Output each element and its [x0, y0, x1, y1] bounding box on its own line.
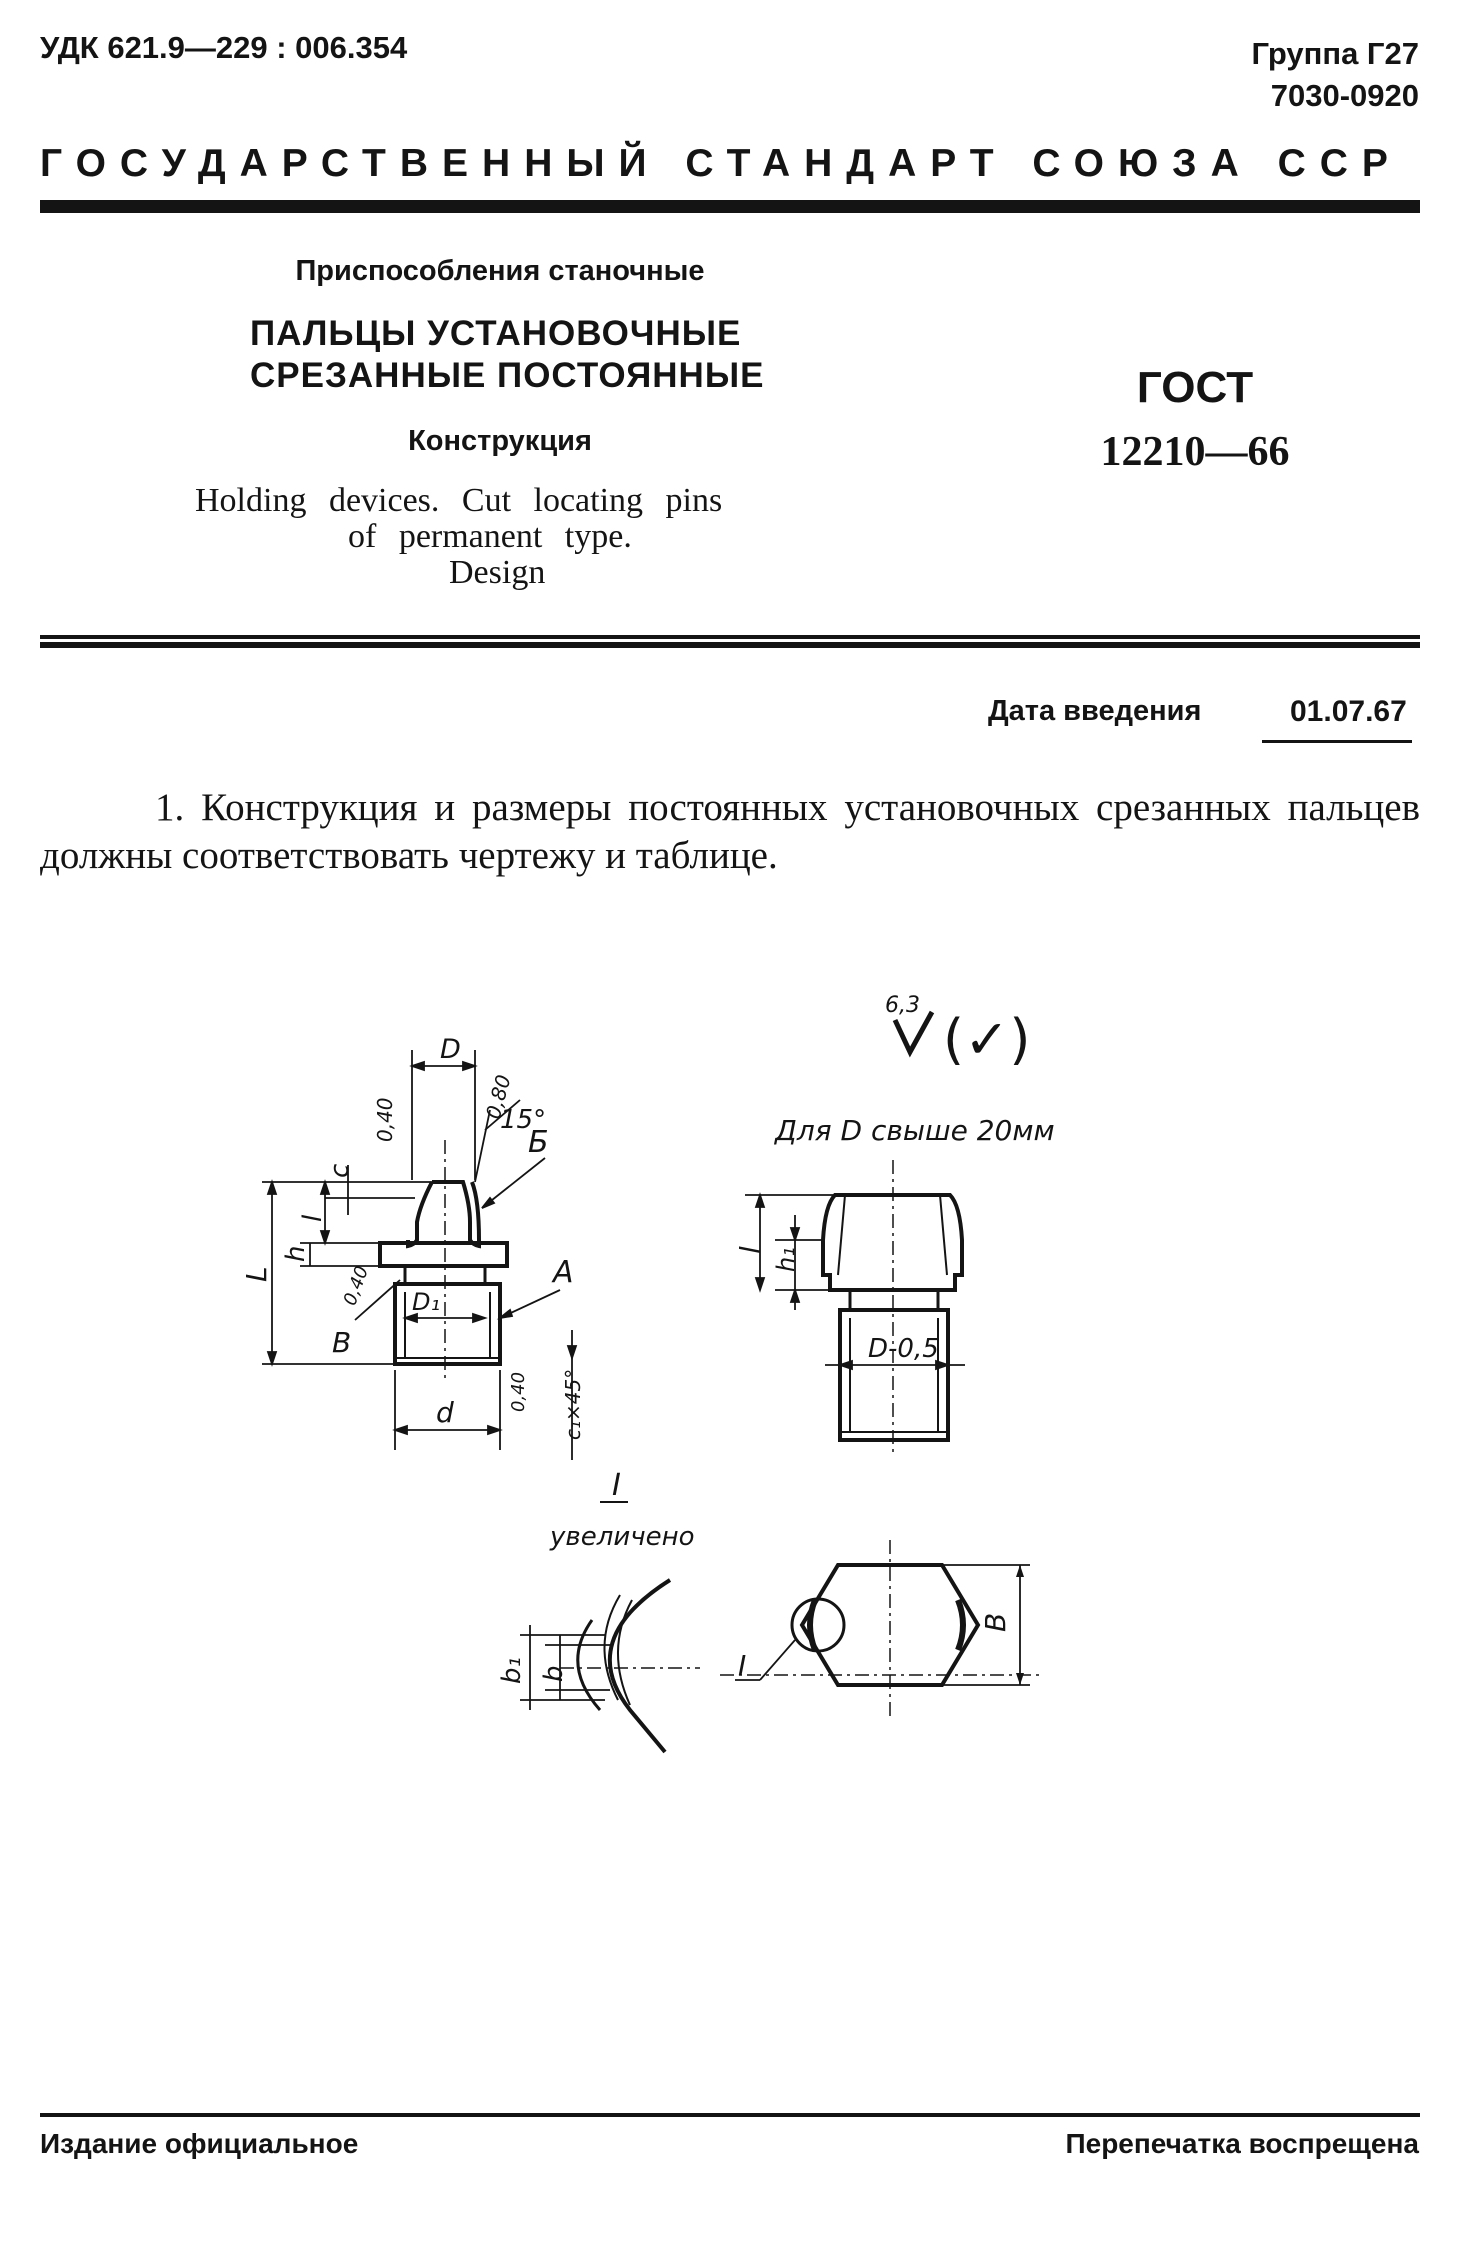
- dim-D-minus: D-0,5: [868, 1334, 939, 1364]
- category-title: Приспособления станочные: [295, 255, 705, 287]
- roughness-value: 6,3: [885, 993, 920, 1018]
- dim-chamfer: c₁×45°: [561, 1368, 585, 1440]
- dim-h1: h₁: [772, 1247, 800, 1272]
- label-V: В: [332, 1326, 352, 1359]
- footer-reprint: Перепечатка воспрещена: [1065, 2128, 1419, 2159]
- okp-code: 7030-0920: [1270, 78, 1419, 113]
- dim-D1: D₁: [412, 1288, 441, 1316]
- paragraph-1: 1. Конструкция и размеры постоянных установочных срезанных пальцев должны соответствовать чертежу и таблице.: [40, 786, 1420, 877]
- intro-date-label: Дата введения: [988, 695, 1202, 727]
- subtitle: Конструкция: [408, 425, 592, 457]
- title-line-1: ПАЛЬЦЫ УСТАНОВОЧНЫЕ: [250, 314, 742, 353]
- title-line-2: СРЕЗАННЫЕ ПОСТОЯННЫЕ: [250, 356, 765, 395]
- top-rule: [40, 200, 1420, 213]
- roughness-040-top: 0,40: [373, 1097, 397, 1142]
- gost-label: ГОСТ: [1136, 363, 1254, 412]
- large-pin-view: [823, 1160, 962, 1455]
- udk-code: УДК 621.9—229 : 006.354: [40, 30, 408, 65]
- gost-number: 12210—66: [1100, 429, 1290, 475]
- main-pin-view: [380, 1140, 507, 1380]
- dim-b: b: [539, 1665, 569, 1682]
- note-d-over-20: Для D свыше 20мм: [775, 1114, 1055, 1147]
- dim-l: l: [298, 1214, 328, 1222]
- footer-edition: Издание официальное: [40, 2128, 359, 2159]
- detail-ref-I: I: [738, 1649, 747, 1682]
- detail-number: I: [612, 1468, 621, 1503]
- roughness-symbol: [895, 1012, 932, 1052]
- dim-L: L: [240, 1266, 273, 1282]
- roughness-paren: (✓): [943, 1008, 1031, 1071]
- dim-b1: b₁: [497, 1657, 527, 1684]
- dim-l-large: l: [734, 1246, 767, 1254]
- intro-date-underline: [1262, 740, 1412, 743]
- english-title-line-3: Design: [449, 554, 546, 591]
- state-standard-heading: ГОСУДАРСТВЕННЫЙ СТАНДАРТ СОЮЗА ССР: [40, 142, 1402, 185]
- roughness-080: 0,80: [480, 1072, 516, 1122]
- dim-B-width: В: [979, 1612, 1012, 1632]
- label-A: А: [553, 1255, 574, 1290]
- dim-D: D: [440, 1034, 461, 1065]
- dim-c: c: [325, 1163, 355, 1178]
- label-B-cyr: Б: [528, 1125, 549, 1160]
- title-rule-bottom: [40, 642, 1420, 648]
- dim-d: d: [436, 1396, 454, 1429]
- english-title-line-1: Holding devices. Cut locating pins: [195, 482, 723, 519]
- roughness-040-bottom: 0,40: [508, 1371, 529, 1412]
- english-title-line-2: of permanent type.: [348, 518, 632, 555]
- group-code: Группа Г27: [1251, 36, 1419, 71]
- title-rule-top: [40, 635, 1420, 639]
- footer-rule: [40, 2113, 1420, 2117]
- intro-date-value: 01.07.67: [1290, 695, 1407, 728]
- detail-enlarged: увеличено: [550, 1522, 695, 1552]
- angle-15: 15°: [500, 1105, 547, 1135]
- dim-h: h: [281, 1245, 311, 1262]
- roughness-040-mid: 0,40: [339, 1263, 374, 1309]
- technical-drawing: [0, 960, 1475, 1800]
